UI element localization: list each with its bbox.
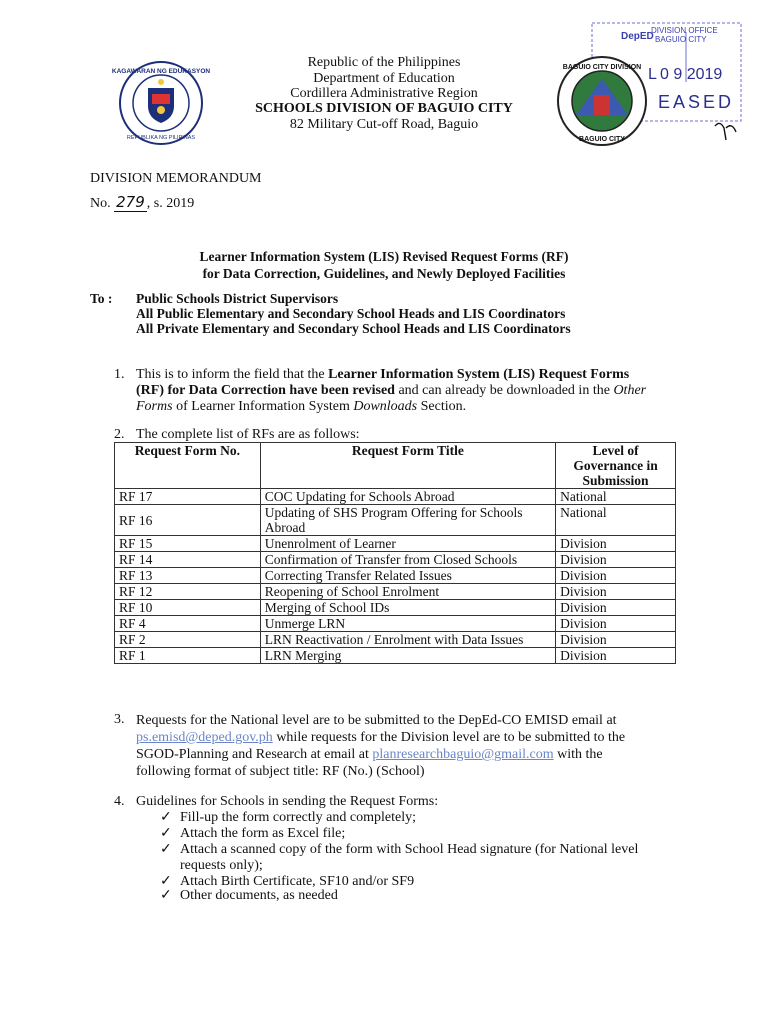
stamp-brand: DepED [621,31,654,42]
memo-number: No. 279 , s. 2019 [90,193,195,211]
cell-form-title: LRN Reactivation / Enrolment with Data Issues [260,632,555,648]
table-row [115,536,676,552]
memo-title: DIVISION MEMORANDUM [90,171,262,186]
table-header-row [115,443,676,489]
recipient-line: All Public Elementary and Secondary School Heads and LIS Coordinators [136,306,566,321]
memo-number-value: 279 [116,193,145,211]
cell-level: National [556,489,676,505]
to-label: To : [90,291,113,306]
table-row [115,552,676,568]
cell-form-title: Correcting Transfer Related Issues [260,568,555,584]
cell-form-title: LRN Merging [260,648,555,664]
item4-text: Guidelines for Schools in sending the Request Forms: [136,794,439,809]
cell-level: Division [556,648,676,664]
item1-paragraph: This is to inform the field that the Learner Information System (LIS) Request Forms (RF) for Data Correction have been revised and can already be downloaded in the Other Forms of Learner Information System Downloads Section. [136,367,647,414]
table-row [115,568,676,584]
guideline-item: Attach the form as Excel file; [180,826,346,841]
table-row [115,505,676,536]
checkmark-icon: ✓ [160,810,172,825]
header-address: 82 Military Cut-off Road, Baguio [289,117,479,132]
cell-level: Division [556,536,676,552]
header-form-title: Request Form Title [260,443,555,489]
cell-form-no: RF 13 [115,568,261,584]
guideline-item: Fill-up the form correctly and completely; [180,810,416,825]
guideline-item: Attach a scanned copy of the form with School Head signature (for National level [180,842,639,857]
item-number: 1. [114,367,125,382]
checkmark-icon: ✓ [160,888,172,903]
stamp-prefix: L [648,66,657,83]
header-department: Department of Education [313,71,455,86]
cell-form-no: RF 1 [115,648,261,664]
cell-form-no: RF 12 [115,584,261,600]
cell-form-no: RF 16 [115,505,261,536]
header-republic: Republic of the Philippines [307,55,461,70]
handwritten-initial-icon [712,118,742,146]
recipient-line: All Private Elementary and Secondary School Heads and LIS Coordinators [136,321,571,336]
emisd-email-link[interactable]: ps.emisd@deped.gov.ph [136,730,273,745]
recipient-line: Public Schools District Supervisors [136,291,339,306]
cell-form-title: Updating of SHS Program Offering for Schools Abroad [260,505,555,536]
item2-text: The complete list of RFs are as follows: [136,427,360,442]
item-number: 4. [114,794,125,809]
stamp-city: BAGUIO CITY [655,35,707,44]
header-form-no: Request Form No. [115,443,261,489]
cell-level: Division [556,568,676,584]
svg-text:REPUBLIKA NG PILIPINAS: REPUBLIKA NG PILIPINAS [126,135,196,141]
stamp-office: DIVISION OFFICE [651,26,718,35]
guideline-item: Attach Birth Certificate, SF10 and/or SF9 [180,874,415,889]
cell-form-no: RF 14 [115,552,261,568]
cell-level: Division [556,584,676,600]
table-row [115,648,676,664]
to-recipients [136,291,571,336]
cell-form-no: RF 10 [115,600,261,616]
svg-text:BAGUIO CITY DIVISION: BAGUIO CITY DIVISION [562,64,642,71]
cell-level: Division [556,600,676,616]
cell-form-title: Reopening of School Enrolment [260,584,555,600]
guideline-item-continuation: requests only); [180,858,263,873]
table-row [115,600,676,616]
cell-form-no: RF 15 [115,536,261,552]
cell-level: Division [556,552,676,568]
cell-form-title: Merging of School IDs [260,600,555,616]
table-row [115,584,676,600]
checkmark-icon: ✓ [160,874,172,889]
checkmark-icon: ✓ [160,842,172,857]
cell-form-title: Unmerge LRN [260,616,555,632]
cell-level: National [556,505,676,536]
stamp-date: 0 9 2019 [660,66,723,83]
cell-form-no: RF 2 [115,632,261,648]
stamp-status: EASED [658,92,735,112]
baguio-division-seal-logo [556,55,648,147]
checkmark-icon: ✓ [160,826,172,841]
request-forms-table [114,442,676,664]
memo-subject: Learner Information System (LIS) Revised Request Forms (RF) for Data Correction, Guidelines, and Newly Deployed Facilities [199,249,569,281]
table-row [115,489,676,505]
planresearch-email-link[interactable]: planresearchbaguio@gmail.com [372,747,554,762]
svg-text:KAGAWARAN NG EDUKASYON: KAGAWARAN NG EDUKASYON [111,68,211,75]
cell-form-title: COC Updating for Schools Abroad [260,489,555,505]
header-region: Cordillera Administrative Region [290,86,478,101]
table-row [115,616,676,632]
cell-form-title: Unenrolment of Learner [260,536,555,552]
item-number: 2. [114,427,125,442]
cell-level: Division [556,616,676,632]
cell-form-no: RF 4 [115,616,261,632]
item3-paragraph: Requests for the National level are to be submitted to the DepEd-CO EMISD email at ps.emisd@deped.gov.ph while requests for the Division level are to be submitted to the SGOD-Planning and Research at email at planresearchbaguio@gmail.com with the following format of subject title: RF (No.) (School) [136,713,626,779]
cell-form-title: Confirmation of Transfer from Closed Schools [260,552,555,568]
header-division: SCHOOLS DIVISION OF BAGUIO CITY [255,101,513,116]
header-level: Level of Governance in Submission [556,443,676,489]
guideline-item: Other documents, as needed [180,888,338,903]
cell-level: Division [556,632,676,648]
cell-form-no: RF 17 [115,489,261,505]
table-row [115,632,676,648]
item-number: 3. [114,712,125,727]
svg-text:BAGUIO CITY: BAGUIO CITY [579,136,625,143]
